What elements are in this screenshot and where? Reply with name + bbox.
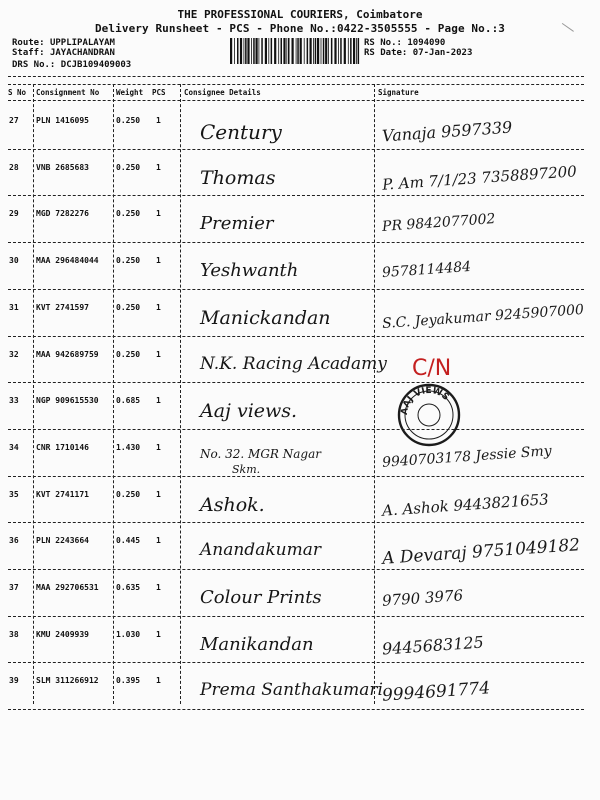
barcode-bar — [338, 38, 339, 64]
row-divider — [8, 242, 584, 243]
col-pcs-header: PCS — [152, 88, 166, 97]
signature-text: 9445683125 — [381, 632, 485, 659]
barcode-bar — [317, 38, 319, 64]
consignee-name: Aaj views. — [200, 400, 298, 423]
barcode-bar — [331, 38, 333, 64]
barcode-bar — [348, 38, 349, 64]
stamp-seal — [396, 382, 462, 448]
column-line — [374, 84, 375, 704]
serial-number: 39 — [9, 676, 19, 686]
rs-date-value: 07-Jan-2023 — [412, 48, 473, 58]
barcode-bar — [315, 38, 317, 64]
signature-text: 9994691774 — [381, 678, 491, 707]
consignment-number: PLN 2243664 — [36, 536, 89, 546]
col-signature-header: Signature — [378, 88, 419, 97]
barcode-bar — [244, 38, 245, 64]
barcode-bar — [251, 38, 252, 64]
consignee-name: No. 32. MGR Nagar — [200, 446, 321, 461]
signature-text: A. Ashok 9443821653 — [381, 489, 550, 520]
weight-value: 0.250 — [116, 116, 141, 125]
consignment-number: NGP 909615530 — [36, 396, 99, 406]
staff-field — [12, 48, 115, 58]
pcs-value: 1 — [156, 302, 161, 312]
barcode-bar — [292, 38, 294, 64]
serial-number: 35 — [9, 489, 19, 499]
barcode-bar — [281, 38, 283, 64]
signature-text: S.C. Jeyakumar 9245907000 — [381, 301, 585, 332]
consignment-number: MAA 292706531 — [36, 583, 99, 592]
row-divider — [8, 662, 584, 663]
rs-no-label: RS No.: — [364, 38, 402, 48]
consignee-name: Manikandan — [200, 633, 314, 655]
weight-value: 0.685 — [116, 396, 141, 406]
col-weight-header: Weight — [116, 88, 144, 97]
barcode-bar — [353, 38, 355, 64]
rs-date-field — [364, 48, 472, 58]
barcode-bar — [307, 38, 309, 64]
pcs-value: 1 — [156, 116, 161, 125]
weight-value: 0.250 — [116, 349, 141, 359]
pcs-value: 1 — [156, 349, 161, 359]
pcs-value: 1 — [156, 209, 161, 219]
weight-value: 0.395 — [116, 676, 141, 686]
stamp-text: AAJ VIEWS — [399, 385, 451, 416]
row-divider — [8, 709, 584, 710]
barcode-bar — [296, 38, 297, 64]
consignee-name: Ashok. — [200, 493, 265, 516]
serial-number: 30 — [9, 256, 19, 266]
barcode — [230, 38, 360, 64]
barcode-bar — [234, 38, 235, 64]
row-divider — [8, 382, 584, 383]
col-consignee-header: Consignee Details — [184, 88, 261, 97]
row-divider — [8, 476, 584, 477]
staff-value: JAYACHANDRAN — [49, 48, 115, 58]
divider — [8, 84, 584, 85]
consignee-city: Skm. — [232, 462, 261, 476]
consignee-name: Colour Prints — [200, 587, 322, 608]
serial-number: 32 — [9, 349, 19, 359]
column-line — [113, 84, 114, 704]
signature-text: A Devaraj 9751049182 — [381, 535, 581, 570]
drs-value: DCJB109409003 — [60, 60, 132, 70]
pcs-value: 1 — [156, 489, 161, 499]
barcode-bar — [245, 38, 247, 64]
barcode-bar — [265, 38, 267, 64]
page-title: THE PROFESSIONAL COURIERS, Coimbatore — [177, 8, 423, 21]
barcode-bar — [278, 38, 279, 64]
serial-number: 36 — [9, 536, 19, 546]
row-divider — [8, 336, 584, 337]
barcode-bar — [323, 38, 325, 64]
serial-number: 33 — [9, 396, 19, 406]
divider — [8, 100, 584, 101]
route-value: UPPLIPALAYAM — [49, 38, 115, 48]
weight-value: 0.250 — [116, 302, 141, 312]
signature-text: PR 9842077002 — [381, 211, 496, 236]
consignment-number: VNB 2685683 — [36, 162, 89, 172]
divider — [8, 76, 584, 77]
pcs-value: 1 — [156, 676, 161, 686]
row-divider — [8, 616, 584, 617]
signature-text: 9940703178 Jessie Smy — [381, 442, 553, 471]
weight-value: 0.250 — [116, 489, 141, 499]
serial-number: 34 — [9, 442, 19, 452]
column-line — [33, 84, 34, 704]
pcs-value: 1 — [156, 162, 161, 172]
barcode-bar — [300, 38, 302, 64]
barcode-bar — [297, 38, 299, 64]
weight-value: 0.250 — [116, 209, 141, 219]
drs-label: DRS No.: — [12, 60, 56, 70]
barcode-bar — [240, 38, 242, 64]
barcode-bar — [288, 38, 290, 64]
page-subtitle: Delivery Runsheet - PCS - Phone No.:0422-3505555 - Page No.:3 — [94, 22, 506, 35]
consignee-name: Century — [200, 120, 282, 144]
col-sno-header: S No — [8, 88, 27, 97]
row-divider — [8, 429, 584, 430]
row-divider — [8, 569, 584, 570]
drs-field — [12, 60, 131, 70]
barcode-bar — [253, 38, 255, 64]
consignment-number: KVT 2741171 — [36, 489, 89, 499]
signature-text: 9790 3976 — [381, 586, 464, 610]
route-label: Route: — [12, 38, 45, 48]
barcode-bar — [247, 38, 249, 64]
barcode-bar — [344, 38, 346, 64]
weight-value: 0.250 — [116, 162, 141, 172]
barcode-bar — [268, 38, 269, 64]
barcode-bar — [358, 38, 360, 64]
column-line — [180, 84, 181, 704]
pcs-value: 1 — [156, 256, 161, 266]
route-field — [12, 38, 115, 48]
consignment-number: SLM 311266912 — [36, 676, 99, 686]
consignee-name: Premier — [200, 213, 274, 235]
weight-value: 1.030 — [116, 629, 141, 639]
consignment-number: MGD 7282276 — [36, 209, 89, 219]
consignee-name: Yeshwanth — [200, 260, 299, 282]
row-divider — [8, 149, 584, 150]
barcode-bar — [283, 38, 285, 64]
barcode-bar — [313, 38, 314, 64]
rs-date-label: RS Date: — [364, 48, 408, 58]
consignee-name: Prema Santhakumari — [200, 680, 383, 701]
weight-value: 0.445 — [116, 536, 141, 546]
barcode-bar — [321, 38, 322, 64]
pcs-value: 1 — [156, 583, 161, 592]
barcode-bar — [230, 38, 232, 64]
consignment-number: KMU 2409939 — [36, 629, 89, 639]
serial-number: 37 — [9, 583, 19, 592]
serial-number: 28 — [9, 162, 19, 172]
barcode-bar — [310, 38, 312, 64]
barcode-bar — [328, 38, 329, 64]
cn-mark: C/N — [412, 356, 452, 381]
pcs-value: 1 — [156, 536, 161, 546]
barcode-bar — [325, 38, 327, 64]
barcode-bar — [304, 38, 305, 64]
col-consignment-header: Consignment No — [36, 88, 100, 97]
barcode-bar — [259, 38, 260, 64]
consignment-number: PLN 1416095 — [36, 116, 89, 125]
barcode-bar — [286, 38, 287, 64]
row-divider — [8, 289, 584, 290]
pcs-value: 1 — [156, 629, 161, 639]
weight-value: 1.430 — [116, 442, 141, 452]
barcode-bar — [350, 38, 352, 64]
pcs-value: 1 — [156, 396, 161, 406]
rs-no-field — [364, 38, 445, 48]
barcode-bar — [271, 38, 273, 64]
consignment-number: MAA 942689759 — [36, 349, 99, 359]
row-divider — [8, 195, 584, 196]
barcode-bar — [256, 38, 258, 64]
consignee-name: N.K. Racing Acadamy — [200, 353, 387, 374]
weight-value: 0.250 — [116, 256, 141, 266]
barcode-bar — [237, 38, 239, 64]
signature-text: Vanaja 9597339 — [381, 117, 513, 146]
rs-no-value: 1094090 — [407, 38, 446, 48]
consignment-number: CNR 1710146 — [36, 442, 89, 452]
barcode-bar — [274, 38, 276, 64]
barcode-bar — [340, 38, 342, 64]
serial-number: 29 — [9, 209, 19, 219]
serial-number: 38 — [9, 629, 19, 639]
serial-number: 27 — [9, 116, 19, 125]
barcode-bar — [356, 38, 357, 64]
consignment-number: MAA 296484044 — [36, 256, 99, 266]
serial-number: 31 — [9, 302, 19, 312]
svg-text:AAJ VIEWS — [400, 386, 451, 416]
barcode-bar — [261, 38, 263, 64]
signature-text: 9578114484 — [381, 259, 472, 282]
staff-label: Staff: — [12, 48, 45, 58]
consignee-name: Manickandan — [200, 306, 331, 329]
pcs-value: 1 — [156, 442, 161, 452]
signature-text: P. Am 7/1/23 7358897200 — [381, 161, 578, 194]
consignment-number: KVT 2741597 — [36, 302, 89, 312]
barcode-bar — [334, 38, 336, 64]
weight-value: 0.635 — [116, 583, 141, 592]
consignee-name: Thomas — [200, 166, 276, 189]
consignee-name: Anandakumar — [200, 540, 321, 561]
row-divider — [8, 522, 584, 523]
